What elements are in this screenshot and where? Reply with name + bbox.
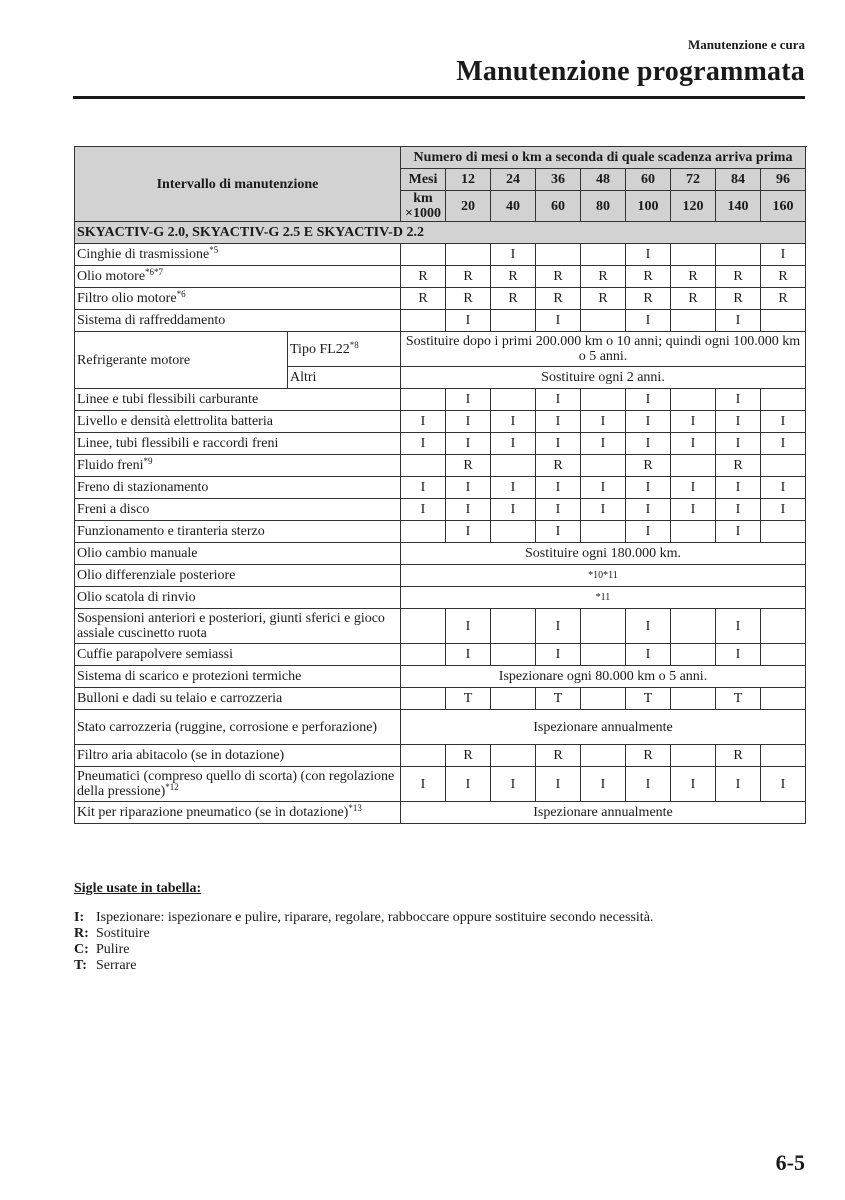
row-label-cell — [75, 543, 401, 565]
row-label: Olio scatola di rinvio — [77, 590, 196, 605]
interval-cell — [761, 389, 806, 411]
row-label-cell — [75, 688, 401, 710]
row-label-cell — [75, 244, 401, 266]
legend-code: C: — [74, 942, 89, 957]
interval-cell — [401, 310, 446, 332]
row-label: Sospensioni anteriori e posteriori, giunti sferici e gioco assiale cuscinetto ruota — [77, 611, 385, 641]
row-label-cell — [75, 266, 401, 288]
table-row — [75, 244, 806, 266]
row-label: Olio motore — [77, 269, 146, 284]
section-row — [75, 222, 806, 244]
interval-cell: R — [626, 266, 671, 288]
row-label: Funzionamento e tiranteria sterzo — [77, 524, 265, 539]
period-header: Numero di mesi o km a seconda di quale scadenza arriva prima — [401, 147, 806, 169]
row-label-cell — [75, 609, 401, 644]
interval-cell — [761, 455, 806, 477]
interval-cell — [761, 310, 806, 332]
months-value: 96 — [761, 169, 806, 191]
interval-cell: R — [581, 266, 626, 288]
interval-cell — [761, 745, 806, 767]
interval-cell — [581, 389, 626, 411]
km-value: 120 — [671, 191, 716, 222]
row-label-cell — [75, 644, 401, 666]
footnote-ref: *13 — [348, 803, 362, 813]
footnote-ref: *5 — [209, 245, 219, 255]
interval-header: Intervallo di manutenzione — [75, 147, 401, 222]
row-label: Freni a disco — [77, 502, 150, 517]
interval-cell: I — [716, 521, 761, 543]
interval-cell — [716, 244, 761, 266]
interval-cell — [761, 644, 806, 666]
interval-cell: I — [401, 767, 446, 802]
row-label: Tipo FL22 — [290, 341, 350, 357]
table-row — [75, 543, 806, 565]
months-value: 48 — [581, 169, 626, 191]
merged-instruction: Ispezionare annualmente — [401, 802, 806, 824]
interval-cell: I — [626, 244, 671, 266]
interval-cell: R — [626, 288, 671, 310]
table-row — [75, 521, 806, 543]
interval-cell: I — [626, 389, 671, 411]
months-value: 72 — [671, 169, 716, 191]
table-row — [75, 710, 806, 745]
legend-text: Ispezionare: ispezionare e pulire, riparare, regolare, rabboccare oppure sostituire secondo necessità. — [96, 910, 654, 925]
row-label: Sistema di scarico e protezioni termiche — [77, 669, 302, 684]
interval-cell: I — [446, 499, 491, 521]
interval-cell: I — [626, 521, 671, 543]
interval-cell — [671, 745, 716, 767]
table-row — [75, 745, 806, 767]
km-value: 80 — [581, 191, 626, 222]
interval-cell: I — [761, 767, 806, 802]
interval-cell: I — [671, 499, 716, 521]
row-label-cell — [75, 433, 401, 455]
merged-instruction: *10*11 — [401, 565, 806, 587]
interval-cell — [491, 389, 536, 411]
interval-cell: I — [446, 411, 491, 433]
interval-cell: I — [761, 477, 806, 499]
interval-cell: R — [401, 266, 446, 288]
row-label: Cuffie parapolvere semiassi — [77, 647, 234, 662]
row-label: Altri — [290, 370, 317, 385]
interval-cell — [671, 244, 716, 266]
interval-cell: I — [581, 767, 626, 802]
table-row — [75, 455, 806, 477]
interval-cell — [581, 745, 626, 767]
row-label: Refrigerante motore — [77, 352, 191, 368]
legend-item — [74, 926, 653, 942]
row-label-cell — [75, 565, 401, 587]
interval-cell: I — [536, 433, 581, 455]
row-label-cell — [75, 767, 401, 802]
interval-cell: R — [536, 455, 581, 477]
interval-cell — [671, 521, 716, 543]
months-value: 12 — [446, 169, 491, 191]
table-row — [75, 587, 806, 609]
interval-cell: I — [446, 477, 491, 499]
interval-cell: I — [626, 644, 671, 666]
interval-cell: I — [626, 609, 671, 644]
interval-cell — [671, 644, 716, 666]
interval-cell: I — [716, 767, 761, 802]
footnote-ref: *8 — [349, 339, 359, 350]
interval-cell: I — [491, 477, 536, 499]
row-label-cell — [75, 477, 401, 499]
interval-cell: I — [581, 433, 626, 455]
row-label: Cinghie di trasmissione — [77, 247, 210, 262]
interval-cell — [491, 455, 536, 477]
interval-cell: I — [491, 767, 536, 802]
interval-cell — [671, 688, 716, 710]
engine-section-label: SKYACTIV-G 2.0, SKYACTIV-G 2.5 E SKYACTIV-D 2.2 — [75, 222, 806, 244]
merged-instruction: *11 — [401, 587, 806, 609]
interval-cell: I — [401, 499, 446, 521]
row-label: Filtro aria abitacolo (se in dotazione) — [77, 748, 285, 763]
interval-cell: I — [716, 433, 761, 455]
interval-cell — [401, 521, 446, 543]
interval-cell — [581, 609, 626, 644]
merged-instruction: Ispezionare ogni 80.000 km o 5 anni. — [401, 666, 806, 688]
table-row — [75, 389, 806, 411]
interval-cell: I — [446, 389, 491, 411]
interval-cell: T — [446, 688, 491, 710]
table-row — [75, 332, 806, 367]
interval-cell — [761, 688, 806, 710]
interval-cell: R — [671, 288, 716, 310]
interval-cell: I — [581, 499, 626, 521]
legend-text: Serrare — [96, 958, 137, 973]
legend-item — [74, 910, 653, 926]
interval-cell: I — [536, 389, 581, 411]
interval-cell: I — [536, 521, 581, 543]
interval-cell: I — [446, 433, 491, 455]
interval-cell — [446, 244, 491, 266]
km-value: 40 — [491, 191, 536, 222]
row-label: Filtro olio motore — [77, 291, 177, 306]
interval-cell: I — [491, 244, 536, 266]
interval-cell — [671, 455, 716, 477]
interval-cell: I — [626, 411, 671, 433]
row-label-cell — [288, 332, 401, 367]
table-row — [75, 802, 806, 824]
km-value: 100 — [626, 191, 671, 222]
merged-instruction: Sostituire dopo i primi 200.000 km o 10 anni; quindi ogni 100.000 km o 5 anni. — [401, 332, 806, 367]
interval-cell: I — [716, 644, 761, 666]
row-label: Stato carrozzeria (ruggine, corrosione e perforazione) — [77, 719, 378, 735]
interval-cell: R — [446, 455, 491, 477]
legend-text: Sostituire — [96, 926, 150, 941]
interval-cell — [401, 688, 446, 710]
interval-cell: I — [446, 521, 491, 543]
title-rule — [73, 96, 805, 99]
months-label: Mesi — [401, 169, 446, 191]
interval-cell: I — [536, 767, 581, 802]
interval-cell: I — [671, 477, 716, 499]
table-row — [75, 565, 806, 587]
interval-cell: R — [446, 745, 491, 767]
interval-cell — [491, 745, 536, 767]
interval-cell: I — [626, 767, 671, 802]
footnote-ref: *6 — [176, 289, 186, 299]
interval-cell: R — [671, 266, 716, 288]
legend-code: T: — [74, 958, 87, 973]
legend-title: Sigle usate in tabella: — [74, 881, 202, 896]
interval-cell: I — [536, 477, 581, 499]
months-value: 84 — [716, 169, 761, 191]
interval-cell: I — [536, 310, 581, 332]
interval-cell — [761, 609, 806, 644]
maintenance-schedule-table — [74, 146, 806, 824]
interval-cell: R — [716, 288, 761, 310]
interval-cell: R — [761, 266, 806, 288]
interval-cell: R — [446, 266, 491, 288]
row-label: Pneumatici (compreso quello di scorta) (con regolazione della pressione) — [77, 769, 395, 799]
interval-cell: R — [626, 455, 671, 477]
row-label-cell — [75, 666, 401, 688]
table-row — [75, 411, 806, 433]
section-label: Manutenzione e cura — [688, 37, 805, 52]
row-label: Bulloni e dadi su telaio e carrozzeria — [77, 691, 283, 706]
interval-cell — [401, 745, 446, 767]
legend-item — [74, 942, 653, 958]
table-row — [75, 477, 806, 499]
interval-cell: R — [581, 288, 626, 310]
table-row — [75, 767, 806, 802]
row-label: Kit per riparazione pneumatico (se in dotazione) — [77, 805, 349, 820]
table-row — [75, 433, 806, 455]
page-number: 6-5 — [775, 1150, 805, 1175]
legend-items — [74, 910, 653, 974]
page-title: Manutenzione programmata — [456, 56, 805, 87]
row-label: Fluido freni — [77, 458, 144, 473]
table-row — [75, 499, 806, 521]
interval-cell — [491, 609, 536, 644]
months-value: 24 — [491, 169, 536, 191]
interval-cell — [491, 688, 536, 710]
legend — [74, 881, 653, 974]
row-label: Linee e tubi flessibili carburante — [77, 392, 259, 407]
footnote-ref: *6*7 — [145, 267, 164, 277]
interval-cell — [401, 644, 446, 666]
row-label-cell — [75, 310, 401, 332]
interval-cell: R — [446, 288, 491, 310]
interval-cell: I — [671, 767, 716, 802]
footnote-ref: *9 — [143, 456, 153, 466]
table-row — [75, 310, 806, 332]
interval-cell: I — [761, 433, 806, 455]
interval-cell: I — [536, 411, 581, 433]
table-row — [75, 666, 806, 688]
row-label-cell — [75, 332, 288, 389]
interval-cell: I — [671, 411, 716, 433]
interval-cell — [536, 244, 581, 266]
table-body — [75, 222, 806, 824]
interval-cell: R — [626, 745, 671, 767]
km-label: km ×1000 — [401, 191, 446, 222]
row-label-cell — [75, 587, 401, 609]
interval-cell — [581, 688, 626, 710]
row-label-cell — [75, 455, 401, 477]
interval-cell: I — [761, 411, 806, 433]
interval-cell — [581, 455, 626, 477]
interval-cell: I — [581, 411, 626, 433]
interval-cell: I — [491, 433, 536, 455]
interval-cell: T — [716, 688, 761, 710]
interval-cell: R — [401, 288, 446, 310]
interval-cell: I — [446, 767, 491, 802]
merged-instruction: Ispezionare annualmente — [401, 710, 806, 745]
interval-cell: I — [716, 310, 761, 332]
interval-cell: R — [716, 266, 761, 288]
interval-cell: I — [446, 609, 491, 644]
legend-item — [74, 958, 653, 974]
interval-cell — [581, 310, 626, 332]
interval-cell: I — [536, 644, 581, 666]
interval-cell — [671, 609, 716, 644]
merged-instruction: Sostituire ogni 2 anni. — [401, 367, 806, 389]
interval-cell — [671, 389, 716, 411]
interval-cell — [581, 521, 626, 543]
months-value: 36 — [536, 169, 581, 191]
row-label: Livello e densità elettrolita batteria — [77, 414, 273, 429]
interval-cell: I — [761, 499, 806, 521]
table-row — [75, 644, 806, 666]
interval-cell — [401, 455, 446, 477]
interval-cell — [761, 521, 806, 543]
interval-cell: T — [536, 688, 581, 710]
interval-cell: I — [716, 609, 761, 644]
row-label: Linee, tubi flessibili e raccordi freni — [77, 436, 279, 451]
interval-cell: T — [626, 688, 671, 710]
footnote-ref: *12 — [165, 782, 179, 792]
interval-cell: R — [536, 745, 581, 767]
months-value: 60 — [626, 169, 671, 191]
interval-cell: I — [626, 477, 671, 499]
interval-cell: I — [626, 433, 671, 455]
km-value: 160 — [761, 191, 806, 222]
table-row — [75, 609, 806, 644]
interval-cell: I — [716, 499, 761, 521]
interval-cell — [491, 644, 536, 666]
interval-cell: I — [401, 411, 446, 433]
row-label-cell — [75, 521, 401, 543]
row-label-cell — [75, 411, 401, 433]
interval-cell: R — [761, 288, 806, 310]
interval-cell — [401, 609, 446, 644]
row-label-cell — [75, 499, 401, 521]
interval-cell: R — [716, 745, 761, 767]
interval-cell: I — [446, 310, 491, 332]
interval-cell: I — [401, 433, 446, 455]
table-header — [75, 147, 806, 222]
interval-cell: I — [446, 644, 491, 666]
interval-cell — [491, 310, 536, 332]
km-value: 140 — [716, 191, 761, 222]
interval-cell: I — [716, 389, 761, 411]
interval-cell — [671, 310, 716, 332]
interval-cell — [581, 644, 626, 666]
interval-cell: I — [761, 244, 806, 266]
interval-cell: I — [716, 411, 761, 433]
interval-cell: R — [536, 288, 581, 310]
row-label-cell — [75, 802, 401, 824]
interval-cell: I — [626, 499, 671, 521]
interval-cell — [491, 521, 536, 543]
table-row — [75, 266, 806, 288]
table-row — [75, 288, 806, 310]
interval-cell — [401, 244, 446, 266]
legend-code: I: — [74, 910, 85, 925]
interval-cell: I — [491, 499, 536, 521]
row-label-cell — [288, 367, 401, 389]
km-value: 20 — [446, 191, 491, 222]
interval-cell: R — [491, 266, 536, 288]
table-row — [75, 688, 806, 710]
interval-cell — [581, 244, 626, 266]
interval-cell: I — [401, 477, 446, 499]
interval-cell: I — [491, 411, 536, 433]
interval-cell: I — [536, 609, 581, 644]
interval-cell: R — [491, 288, 536, 310]
row-label: Olio differenziale posteriore — [77, 568, 236, 583]
interval-cell: I — [536, 499, 581, 521]
legend-text: Pulire — [96, 942, 130, 957]
interval-cell: R — [536, 266, 581, 288]
km-value: 60 — [536, 191, 581, 222]
merged-instruction: Sostituire ogni 180.000 km. — [401, 543, 806, 565]
row-label: Freno di stazionamento — [77, 480, 209, 495]
legend-code: R: — [74, 926, 89, 941]
interval-cell — [401, 389, 446, 411]
interval-cell: I — [671, 433, 716, 455]
row-label-cell — [75, 288, 401, 310]
interval-cell: I — [626, 310, 671, 332]
row-label: Sistema di raffreddamento — [77, 313, 226, 328]
row-label-cell — [75, 710, 401, 745]
row-label: Olio cambio manuale — [77, 546, 198, 561]
interval-cell: I — [716, 477, 761, 499]
row-label-cell — [75, 745, 401, 767]
interval-cell: R — [716, 455, 761, 477]
interval-cell: I — [581, 477, 626, 499]
row-label-cell — [75, 389, 401, 411]
